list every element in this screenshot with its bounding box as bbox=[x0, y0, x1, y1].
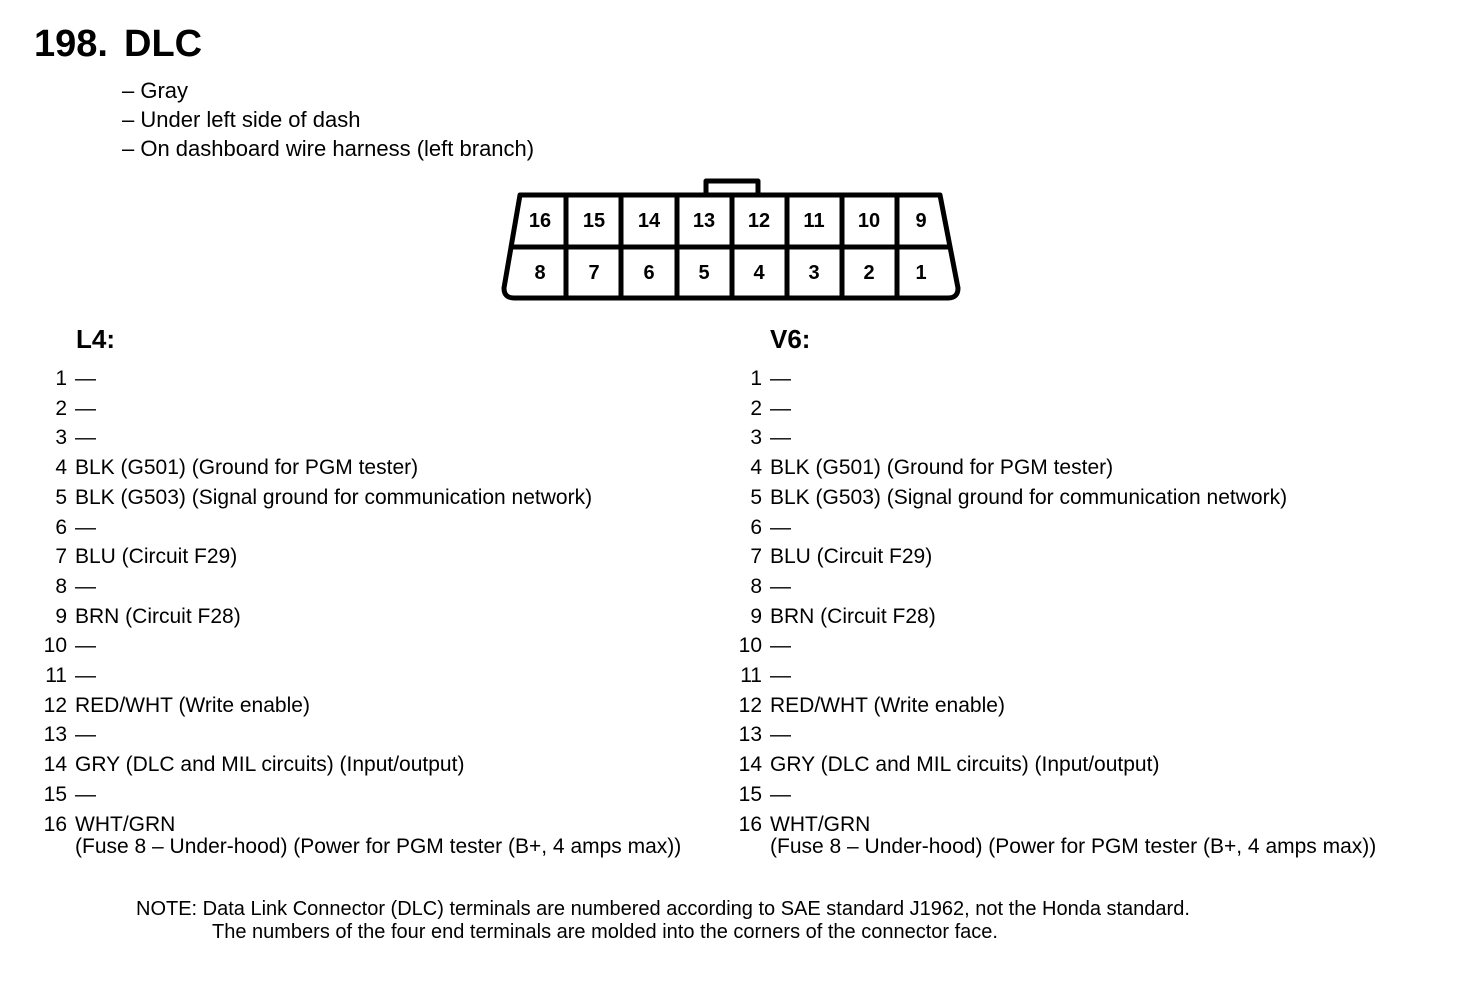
terminal-label: 12 bbox=[747, 210, 771, 232]
pin-row bbox=[750, 572, 1376, 602]
terminal-label: 14 bbox=[637, 210, 661, 232]
note-line-2: The numbers of the four end terminals are molded into the corners of the connector face. bbox=[212, 921, 998, 943]
pin-row bbox=[750, 542, 1376, 572]
pin-description: — bbox=[770, 664, 791, 688]
pin-description-continued: (Fuse 8 – Under-hood) (Power for PGM tester (B+, 4 amps max)) bbox=[770, 835, 1377, 859]
pin-row bbox=[738, 691, 1376, 721]
l4-pin-list bbox=[43, 364, 682, 859]
pin-row bbox=[43, 810, 682, 860]
terminal-label: 5 bbox=[698, 262, 710, 284]
pin-row bbox=[740, 661, 1376, 691]
pin-description: — bbox=[75, 367, 96, 390]
pin-description: — bbox=[770, 396, 791, 420]
pin-description-continued: (Fuse 8 – Under-hood) (Power for PGM tester (B+, 4 amps max)) bbox=[75, 835, 682, 859]
terminal-label: 8 bbox=[534, 262, 546, 284]
terminal-label: 2 bbox=[863, 262, 875, 284]
pin-description: — bbox=[75, 634, 96, 658]
pin-number: 7 bbox=[750, 545, 762, 569]
terminal-label: 10 bbox=[857, 210, 881, 232]
terminal-label: 7 bbox=[588, 262, 600, 284]
terminal-label: 9 bbox=[915, 210, 927, 232]
pin-number: 1 bbox=[750, 367, 762, 390]
pin-description: BLK (G503) (Signal ground for communication network) bbox=[770, 485, 1288, 509]
terminal-label: 1 bbox=[915, 262, 927, 284]
pin-number: 9 bbox=[750, 604, 762, 628]
pin-number: 7 bbox=[55, 545, 67, 569]
pin-description: GRY (DLC and MIL circuits) (Input/output) bbox=[770, 753, 1160, 777]
v6-pin-list bbox=[738, 364, 1377, 859]
pin-description: — bbox=[770, 515, 791, 539]
pin-description: BLK (G503) (Signal ground for communication network) bbox=[75, 485, 593, 509]
pin-row bbox=[43, 750, 681, 780]
terminal-label: 16 bbox=[528, 210, 552, 232]
pin-row bbox=[55, 394, 681, 424]
pin-description: BLK (G501) (Ground for PGM tester) bbox=[75, 456, 419, 480]
title-number: 198. bbox=[34, 23, 108, 65]
terminal-label: 13 bbox=[692, 210, 716, 232]
pin-number: 3 bbox=[55, 426, 67, 450]
pin-number: 14 bbox=[738, 753, 762, 777]
l4-heading: L4: bbox=[76, 324, 115, 354]
pin-description: RED/WHT (Write enable) bbox=[75, 693, 310, 717]
pin-row bbox=[45, 661, 681, 691]
pin-description: BRN (Circuit F28) bbox=[770, 604, 936, 628]
pin-row bbox=[55, 453, 681, 483]
v6-heading: V6: bbox=[770, 324, 811, 354]
pin-number: 14 bbox=[43, 753, 67, 777]
pin-row bbox=[750, 513, 1376, 543]
pin-row bbox=[750, 394, 1376, 424]
note-line-1: NOTE: Data Link Connector (DLC) terminals are numbered according to SAE standard J1962, not the Honda standard. bbox=[136, 898, 1190, 920]
pin-row bbox=[43, 631, 681, 661]
pin-number: 2 bbox=[750, 396, 762, 420]
pin-description: — bbox=[770, 634, 791, 658]
pin-number: 3 bbox=[750, 426, 762, 450]
pin-row bbox=[43, 691, 681, 721]
pin-number: 13 bbox=[43, 723, 67, 747]
terminal-label: 4 bbox=[753, 262, 765, 284]
pin-number: 8 bbox=[55, 574, 67, 598]
terminal-label: 11 bbox=[803, 210, 825, 232]
pin-description: WHT/GRN bbox=[770, 812, 871, 836]
pin-description: — bbox=[75, 426, 96, 450]
pin-description: WHT/GRN bbox=[75, 812, 176, 836]
title-name: DLC bbox=[124, 23, 203, 65]
pin-description: — bbox=[770, 426, 791, 450]
pin-number: 12 bbox=[43, 693, 67, 717]
terminal-label: 3 bbox=[808, 262, 820, 284]
pin-number: 5 bbox=[55, 485, 67, 509]
terminal-label: 6 bbox=[643, 262, 655, 284]
pin-number: 8 bbox=[750, 574, 762, 598]
pin-row bbox=[55, 572, 681, 602]
pin-number: 5 bbox=[750, 485, 762, 509]
info-location: – Under left side of dash bbox=[122, 107, 361, 132]
pin-row bbox=[738, 810, 1377, 860]
pin-number: 12 bbox=[738, 693, 762, 717]
pin-row bbox=[55, 483, 681, 513]
pin-number: 10 bbox=[43, 634, 67, 658]
dlc-connector-diagram bbox=[0, 0, 1472, 320]
pin-row bbox=[738, 780, 1376, 810]
pin-row bbox=[43, 780, 681, 810]
pin-row bbox=[750, 602, 1376, 632]
pin-row bbox=[750, 364, 1376, 394]
pin-row bbox=[750, 483, 1376, 513]
pin-row bbox=[55, 513, 681, 543]
pin-row bbox=[738, 631, 1376, 661]
pin-number: 1 bbox=[55, 367, 67, 390]
pin-description: — bbox=[770, 367, 791, 390]
pin-description: — bbox=[770, 782, 791, 806]
pin-description: — bbox=[75, 723, 96, 747]
pin-row bbox=[738, 720, 1376, 750]
pin-description: BLU (Circuit F29) bbox=[75, 545, 238, 569]
pin-number: 10 bbox=[738, 634, 762, 658]
pin-row bbox=[55, 542, 681, 572]
pin-description: — bbox=[75, 515, 96, 539]
pin-number: 9 bbox=[55, 604, 67, 628]
pin-number: 4 bbox=[750, 456, 762, 480]
pin-number: 13 bbox=[738, 723, 762, 747]
pin-number: 6 bbox=[750, 515, 762, 539]
pin-row bbox=[55, 364, 681, 394]
terminal-label: 15 bbox=[582, 210, 606, 232]
pin-description: — bbox=[770, 723, 791, 747]
pin-number: 16 bbox=[738, 812, 762, 836]
pin-number: 16 bbox=[43, 812, 67, 836]
pin-row bbox=[43, 720, 681, 750]
pin-description: RED/WHT (Write enable) bbox=[770, 693, 1005, 717]
pin-description: — bbox=[770, 574, 791, 598]
pin-row bbox=[750, 453, 1376, 483]
pin-row bbox=[750, 423, 1376, 453]
pin-number: 4 bbox=[55, 456, 67, 480]
pin-description: — bbox=[75, 664, 96, 688]
pin-description: — bbox=[75, 782, 96, 806]
pin-description: BRN (Circuit F28) bbox=[75, 604, 241, 628]
pin-number: 15 bbox=[738, 782, 762, 806]
standard-note bbox=[136, 898, 1190, 944]
info-harness: – On dashboard wire harness (left branch) bbox=[122, 136, 535, 161]
pin-number: 11 bbox=[740, 664, 762, 688]
pin-description: — bbox=[75, 574, 96, 598]
pin-row bbox=[55, 602, 681, 632]
pin-number: 15 bbox=[43, 782, 67, 806]
pin-number: 6 bbox=[55, 515, 67, 539]
pin-description: GRY (DLC and MIL circuits) (Input/output) bbox=[75, 753, 465, 777]
pin-description: — bbox=[75, 396, 96, 420]
pin-description: BLU (Circuit F29) bbox=[770, 545, 933, 569]
pin-number: 11 bbox=[45, 664, 67, 688]
pin-row bbox=[738, 750, 1376, 780]
pin-number: 2 bbox=[55, 396, 67, 420]
pin-description: BLK (G501) (Ground for PGM tester) bbox=[770, 456, 1114, 480]
pin-row bbox=[55, 423, 681, 453]
info-color: – Gray bbox=[122, 78, 189, 103]
